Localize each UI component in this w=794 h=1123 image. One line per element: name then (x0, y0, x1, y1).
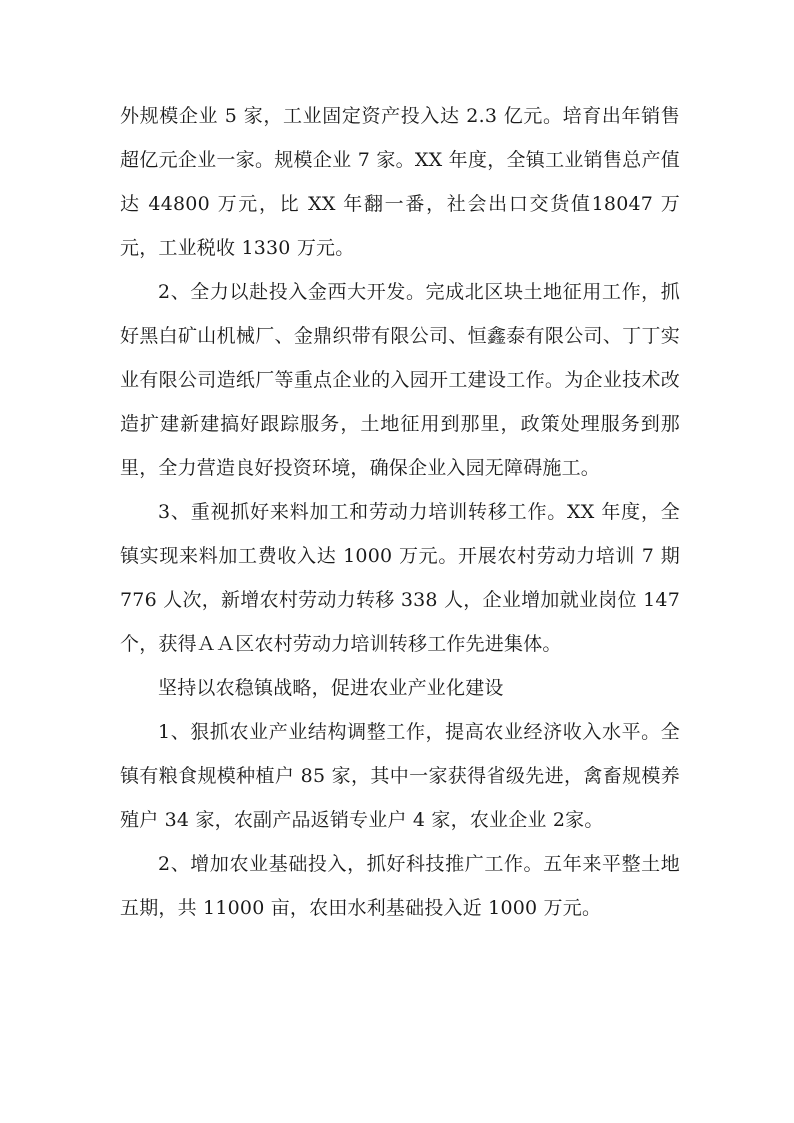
document-body (120, 94, 680, 930)
section-heading-agriculture: 坚持以农稳镇战略，促进农业产业化建设 (158, 677, 504, 699)
paragraph-agriculture-investment: 2、增加农业基础投入，抓好科技推广工作。五年来平整土地五期，共 11000 亩，农田水利基础投入近 1000 万元。 (120, 853, 680, 919)
paragraph-labor-training: 3、重视抓好来料加工和劳动力培训转移工作。XX 年度，全镇实现来料加工费收入达 1000 万元。开展农村劳动力培训 7 期 776 人次，新增农村劳动力转移 338 人，企业增加就业岗位 147 个，获得ＡＡ区农村劳动力培训转移工作先进集体。 (120, 501, 680, 655)
paragraph-agriculture-structure: 1、狠抓农业产业结构调整工作，提高农业经济收入水平。全镇有粮食规模种植户 85 家，其中一家获得省级先进，禽畜规模养殖户 34 家，农副产品返销专业户 4 家，农业企业 2家。 (120, 721, 680, 831)
paragraph-jinxi-development: 2、全力以赴投入金西大开发。完成北区块土地征用工作，抓好黑白矿山机械厂、金鼎织带有限公司、恒鑫泰有限公司、丁丁实业有限公司造纸厂等重点企业的入园开工建设工作。为企业技术改造扩建新建搞好跟踪服务，土地征用到那里，政策处理服务到那里，全力营造良好投资环境，确保企业入园无障碍施工。 (120, 281, 680, 479)
paragraph-industrial-summary: 外规模企业 5 家，工业固定资产投入达 2.3 亿元。培育出年销售超亿元企业一家。规模企业 7 家。XX 年度，全镇工业销售总产值达 44800 万元，比 XX 年翻一番，社会出口交货值18047 万元，工业税收 1330 万元。 (120, 105, 680, 259)
